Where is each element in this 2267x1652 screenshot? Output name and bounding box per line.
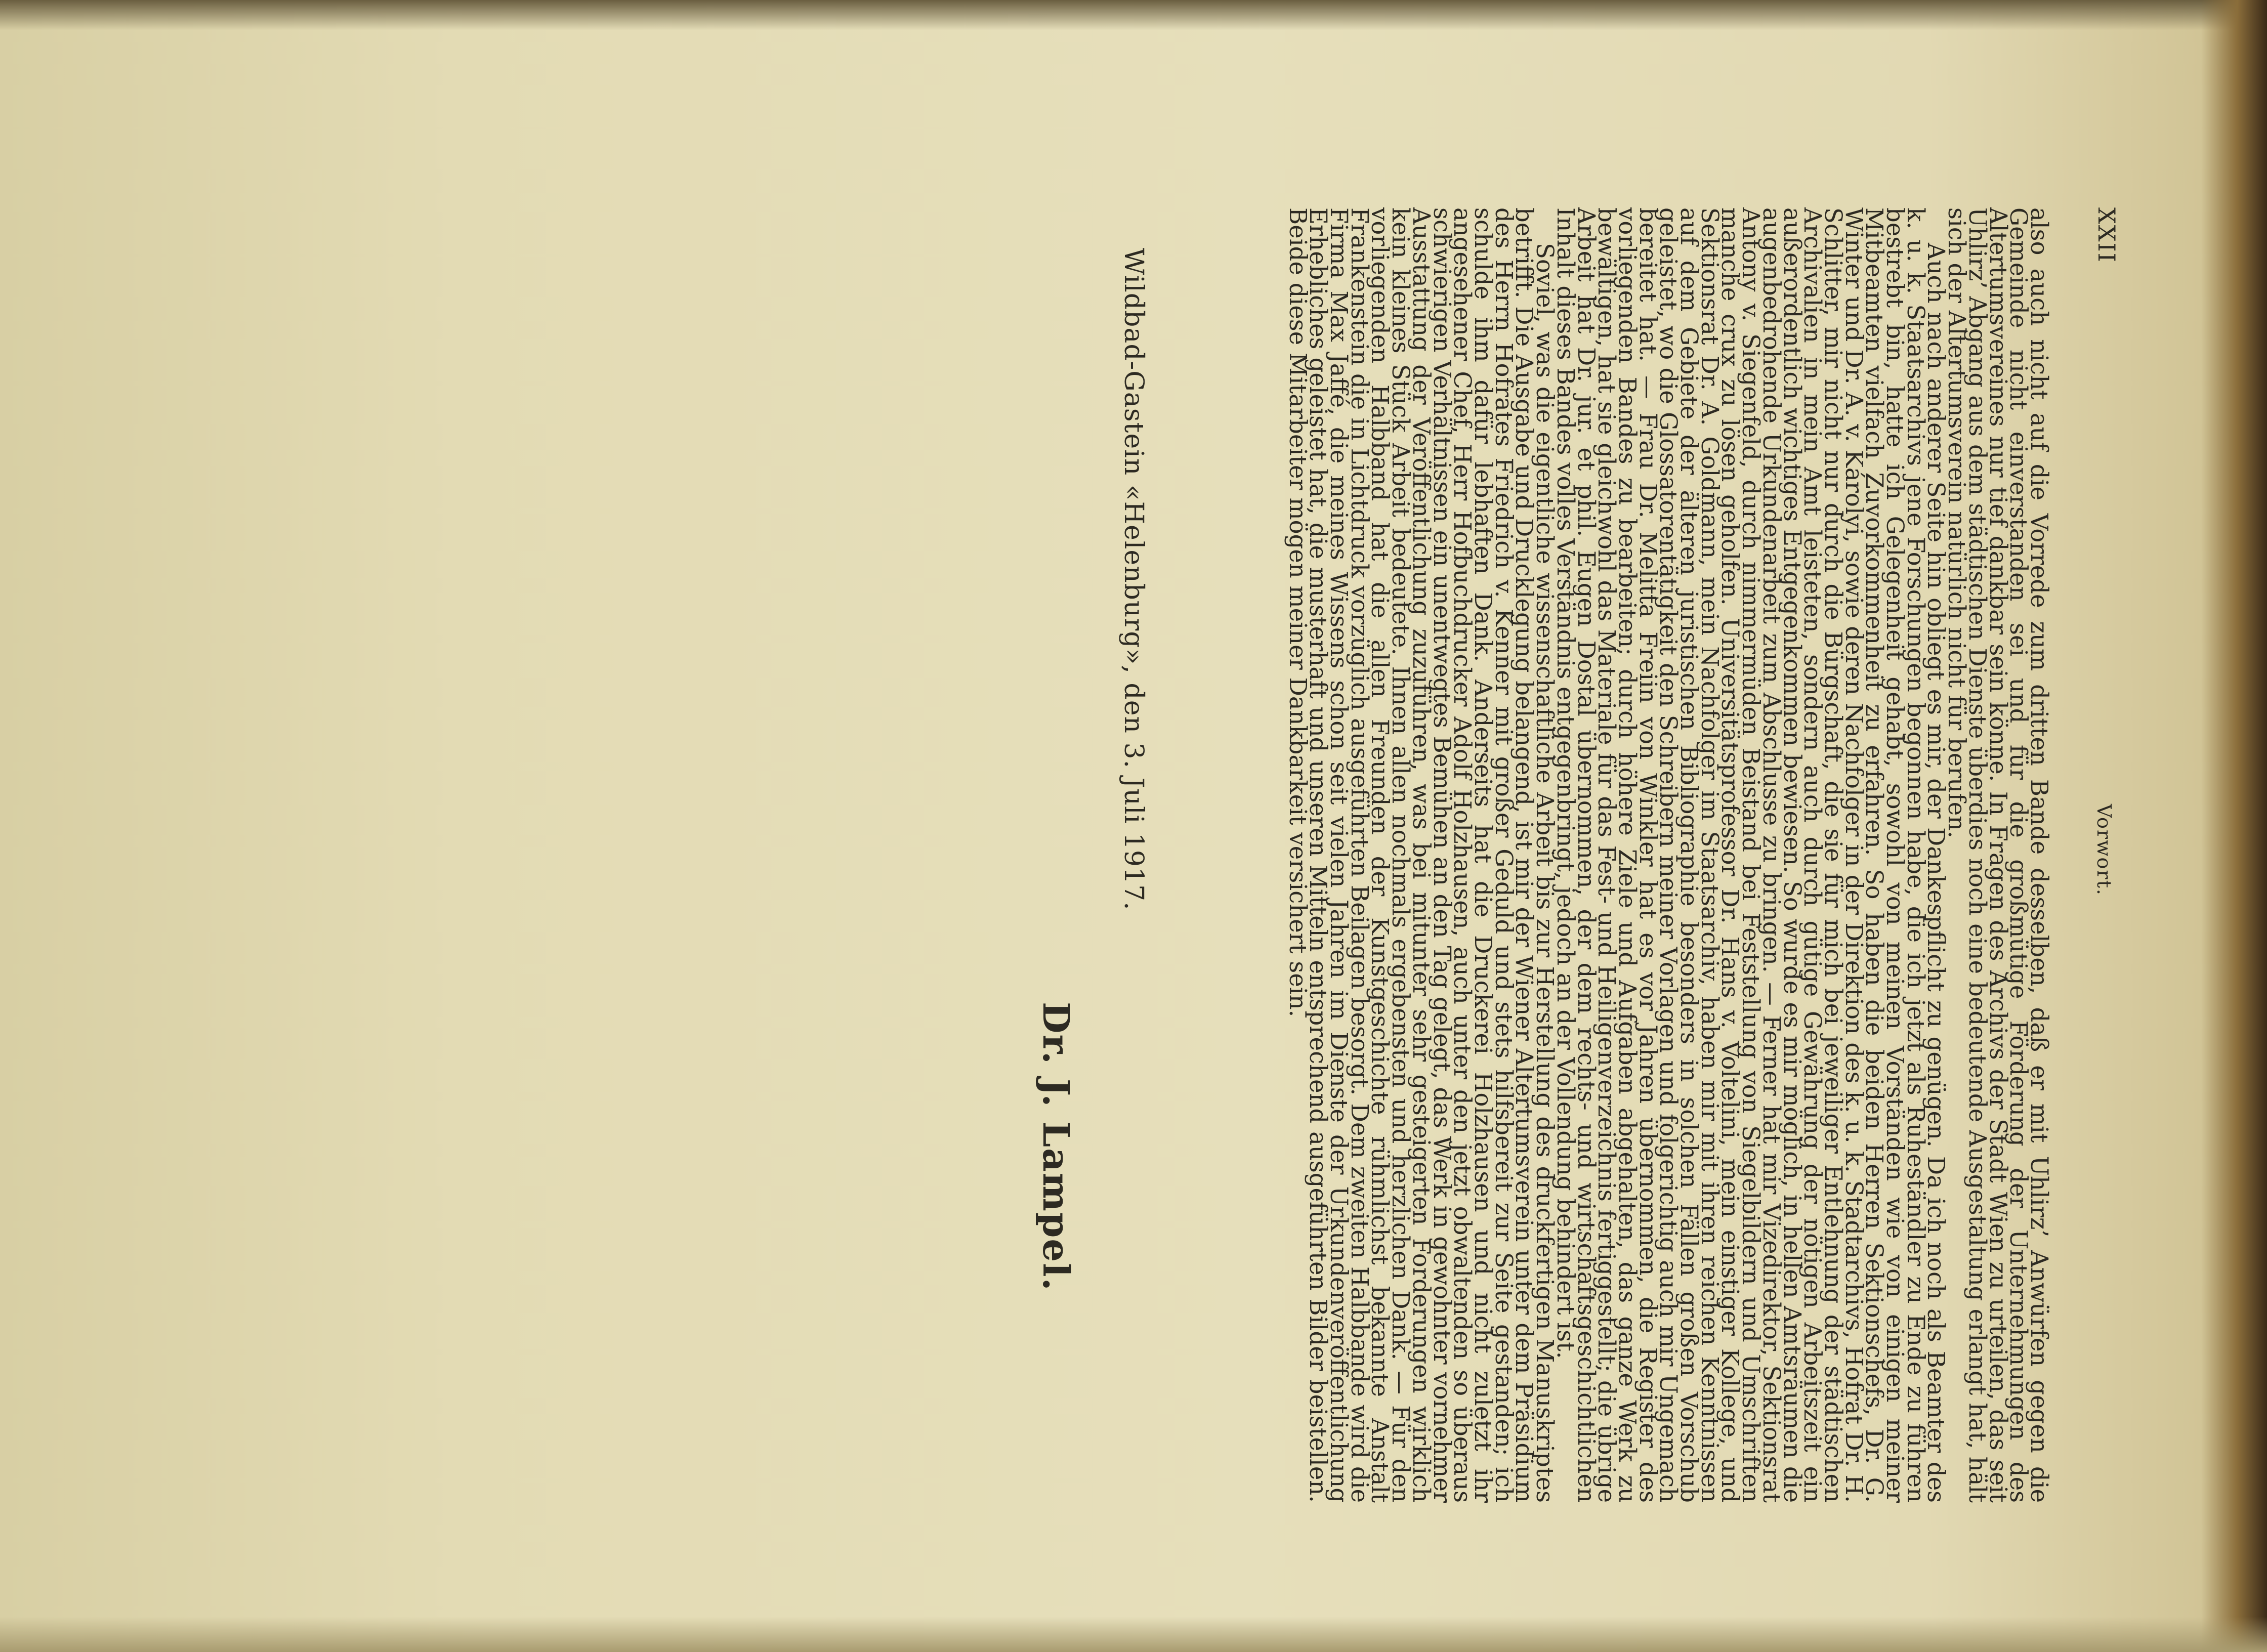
body-text <box>1284 207 2053 1503</box>
page-number: XXII <box>2093 207 2120 263</box>
rotated-page <box>400 167 2146 1533</box>
signature-place-date: Wildbad-Gastein «Helenburg», den 3. Juli 1917. <box>1118 248 1149 911</box>
book-gutter-shadow <box>2201 0 2267 1652</box>
page-bottom-edge <box>0 1617 2267 1652</box>
paragraph-1: also auch nicht auf die Vorrede zum dritten Bande desselben, daß er mit Uhlirz’ Anwürfen gegen die Gemeinde nicht einverstanden sei und für die großmütige Förderung der Unternehmungen des Altertumsvereines nur tief dankbar sein könne. In Fragen des Archivs der Stadt Wien zu urteilen, das seit Uhlirz’ Abgang aus dem städtischen Dienste überdies noch eine bedeutende Ausgestaltung erlangt hat, hält sich der Altertumsverein natürlich nicht für berufen. <box>1943 207 2053 1503</box>
signature-name: Dr. J. Lampel. <box>1035 1002 1078 1292</box>
page-top-shadow <box>0 0 2267 30</box>
paragraph-2: Auch nach anderer Seite hin obliegt es mir, der Dankespflicht zu genügen. Da ich noch als Beamter des k. u. k. Staatsarchivs jene Forschungen begonnen habe, die ich jetzt als Ruheständler zu Ende zu führen bestrebt bin, hatte ich Gelegenheit gehabt, sowohl von meinen Vorständen wie von einigen meiner Mitbeamten vielfach Zuvorkommenheit zu erfahren. So haben die beiden Herren Sektionschefs, Dr. G. Winter und Dr. A. v. Károlyi, sowie deren Nachfolger in der Direktion des k. u. k. Stadtarchivs, Hofrat Dr. H. Schlitter, mir nicht nur durch die Bürgschaft, die sie für mich bei jeweiliger Entlehnung der städtischen Archivalien in mein Amt leisteten, sondern auch durch gütige Gewährung der nötigen Arbeitszeit ein außerordentlich wichtiges Entgegenkommen bewiesen. So wurde es mir möglich, in hellen Amtsräumen die augenbedrohende Urkundenarbeit zum Abschlusse zu bringen. — Ferner hat mir Vizedirektor, Sektionsrat Antony v. Siegenfeld, durch nimmermüden Beistand bei Feststellung von Siegelbildern und Umschriften manche crux zu lösen geholfen. Universitätsprofessor Dr. Hans v. Voltelini, mein einstiger Kollege, und Sektionsrat Dr. A. Goldmann, mein Nachfolger im Staatsarchiv, haben mir mit ihren reichen Kenntnissen auf dem Gebiete der älteren juristischen Bibliographie besonders in solchen Fällen großen Vorschub geleistet, wo die Glossatorentätigkeit den Schreibern meiner Vorlagen und folgerichtig auch mir Ungemach bereitet hat. — Frau Dr. Melitta Freiin von Winkler hat es vor Jahren übernommen, die Register des vorliegenden Bandes zu bearbeiten; durch höhere Ziele und Aufgaben abgehalten, das ganze Werk zu bewältigen, hat sie gleichwohl das Materiale für das Fest- und Heiligenverzeichnis fertiggestellt; die übrige Arbeit hat Dr. jur. et phil. Eugen Dostal übernommen, der dem rechts- und wirtschaftsgeschichtlichen Inhalt dieses Bandes volles Verständnis entgegenbringt, jedoch an der Vollendung behindert ist. <box>1551 207 1950 1503</box>
paragraph-3: Soviel, was die eigentliche wissenschaftliche Arbeit bis zur Herstellung des druckfertigen Manuskriptes betrifft. Die Ausgabe und Drucklegung belangend, ist mir der Wiener Altertumsverein unter dem Präsidium des Herrn Hofrates Friedrich v. Kenner mit großer Geduld und stets hilfsbereit zur Seite gestanden; ich schulde ihm dafür lebhaften Dank. Anderseits hat die Druckerei Holzhausen und nicht zuletzt ihr angesehener Chef, Herr Hofbuchdrucker Adolf Holzhausen, auch unter den jetzt obwaltenden so überaus schwierigen Verhältnissen ein unentwegtes Bemühen an den Tag gelegt, das Werk in gewohnter vornehmer Ausstattung der Veröffentlichung zuzuführen, was bei mitunter sehr gesteigerten Forderungen wirklich kein kleines Stück Arbeit bedeutete. Ihnen allen nochmals ergebensten und herzlichen Dank. — Für den vorliegenden Halbband hat die allen Freunden der Kunstgeschichte rühmlichst bekannte Anstalt Frankenstein die in Lichtdruck vorzüglich ausgeführten Beilagen besorgt. Dem zweiten Halbbande wird die Firma Max Jaffé, die meines Wissens schon seit vielen Jahren im Dienste der Urkundenveröffentlichung Erhebliches geleistet hat, die musterhaft und unseren Mitteln entsprechend ausgeführten Bilder beistellen. Beide diese Mitarbeiter mögen meiner Dankbarkeit versichert sein. <box>1284 207 1559 1503</box>
running-head: Vorwort. <box>2093 804 2115 896</box>
